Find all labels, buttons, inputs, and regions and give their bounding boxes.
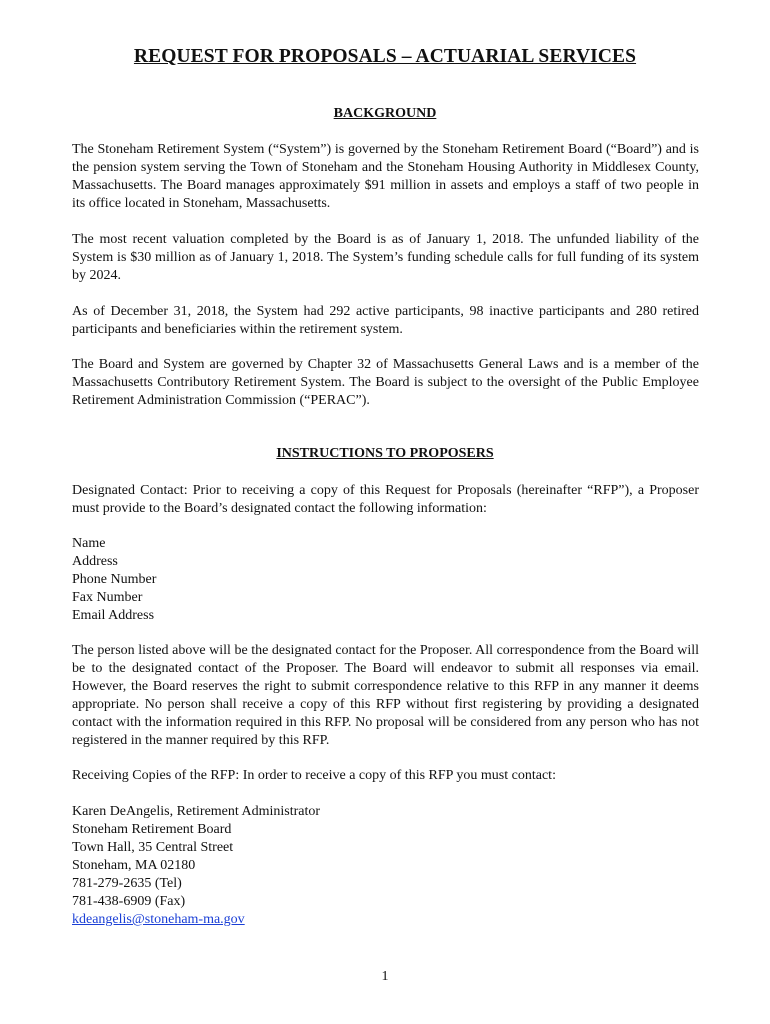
page-number: 1 (381, 969, 389, 984)
receiving-copies-paragraph: Receiving Copies of the RFP: In order to receive a copy of this RFP you must contact: (72, 768, 556, 783)
instructions-heading: INSTRUCTIONS TO PROPOSERS (276, 446, 494, 461)
contact-phone: 781-279-2635 (Tel) (72, 876, 182, 891)
required-info-list (72, 535, 156, 625)
list-item: Phone Number (72, 572, 157, 587)
designated-contact-details-paragraph: The person listed above will be the designated contact for the Proposer. All correspondence from the Board will be to the designated contact of the Proposer. The Board will endeavor to submit all responses via email. However, the Board reserves the right to submit correspondence relative to this RFP in any manner it deems appropriate. No person shall receive a copy of this RFP without first registering by providing a designated contact with the information required in this RFP. No proposal will be considered from any person who has not registered in the manner required by this RFP. (72, 643, 699, 748)
list-item: Fax Number (72, 590, 143, 605)
contact-block (72, 803, 320, 929)
contact-street: Town Hall, 35 Central Street (72, 840, 234, 855)
list-item: Email Address (72, 608, 155, 623)
contact-name: Karen DeAngelis, Retirement Administrator (72, 804, 321, 819)
background-paragraph-1: The Stoneham Retirement System (“System”) is governed by the Stoneham Retirement Board (“Board”) and is the pension system serving the Town of Stoneham and the Stoneham Housing Authority in Middlesex County, Massachusetts. The Board manages approximately $91 million in assets and employs a staff of two people in its office located in Stoneham, Massachusetts. (72, 142, 699, 211)
contact-email-link[interactable]: kdeangelis@stoneham-ma.gov (72, 912, 245, 927)
list-item: Address (72, 554, 118, 569)
background-paragraph-2: The most recent valuation completed by the Board is as of January 1, 2018. The unfunded liability of the System is $30 million as of January 1, 2018. The System’s funding schedule calls for full funding of its system by 2024. (72, 232, 699, 283)
background-paragraph-4: The Board and System are governed by Chapter 32 of Massachusetts General Laws and is a member of the Massachusetts Contributory Retirement System. The Board is subject to the oversight of the Public Employee Retirement Administration Commission (“PERAC”). (72, 357, 699, 408)
background-paragraph-3: As of December 31, 2018, the System had 292 active participants, 98 inactive participants and 280 retired participants and beneficiaries within the retirement system. (72, 304, 699, 337)
contact-organization: Stoneham Retirement Board (72, 822, 232, 837)
designated-contact-paragraph: Designated Contact: Prior to receiving a copy of this Request for Proposals (hereinafter “RFP”), a Proposer must provide to the Board’s designated contact the following information: (72, 483, 699, 516)
contact-fax: 781-438-6909 (Fax) (72, 894, 186, 909)
contact-city: Stoneham, MA 02180 (72, 858, 196, 873)
document-title: REQUEST FOR PROPOSALS – ACTUARIAL SERVICES (133, 46, 637, 67)
background-heading: BACKGROUND (333, 106, 437, 121)
list-item: Name (72, 536, 106, 551)
